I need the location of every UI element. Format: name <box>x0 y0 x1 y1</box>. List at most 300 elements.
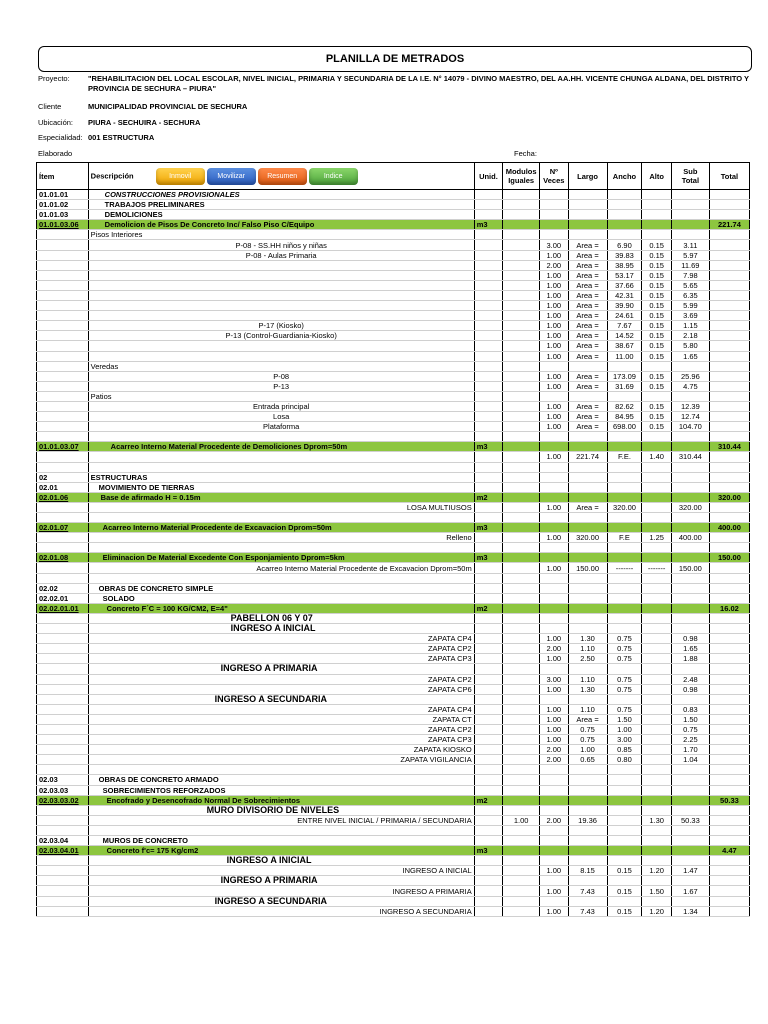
cell-alto <box>642 210 672 220</box>
cell-item <box>37 755 89 765</box>
cell-descripcion <box>88 290 474 300</box>
col-subtotal: Sub Total <box>671 163 709 190</box>
table-row <box>37 391 750 401</box>
cell-veces: 1.00 <box>540 886 568 896</box>
cell-item <box>37 654 89 664</box>
cell-modulos <box>503 321 540 331</box>
cell-item <box>37 704 89 714</box>
cell-veces: 1.00 <box>540 250 568 260</box>
cell-largo: Area = <box>568 401 607 411</box>
cell-alto <box>642 482 672 492</box>
cell-subtotal: 150.00 <box>671 563 709 573</box>
partida-row <box>37 553 750 563</box>
cell-total <box>709 694 749 704</box>
cell-modulos <box>503 735 540 745</box>
cell-veces: 3.00 <box>540 674 568 684</box>
cell-total <box>709 240 749 250</box>
cell-modulos <box>503 301 540 311</box>
cell-alto <box>642 573 672 583</box>
cell-ancho: 698.00 <box>607 422 642 432</box>
cell-item <box>37 886 89 896</box>
cell-unid <box>474 836 502 846</box>
table-row <box>37 886 750 896</box>
cell-descripcion: LOSA MULTIUSOS <box>88 502 474 512</box>
cell-subtotal <box>671 896 709 906</box>
table-row <box>37 260 750 270</box>
cell-item: 02 <box>37 472 89 482</box>
partida-row <box>37 795 750 805</box>
cell-subtotal: 12.74 <box>671 412 709 422</box>
cell-unid <box>474 502 502 512</box>
cell-largo: Area = <box>568 321 607 331</box>
cell-alto <box>642 785 672 795</box>
table-row <box>37 513 750 523</box>
cell-subtotal: 2.48 <box>671 674 709 684</box>
cell-unid <box>474 613 502 623</box>
cell-total <box>709 311 749 321</box>
table-row <box>37 401 750 411</box>
cell-subtotal: 2.25 <box>671 735 709 745</box>
cell-subtotal: 320.00 <box>671 502 709 512</box>
elaborado-label: Elaborado <box>38 149 73 158</box>
cell-unid <box>474 351 502 361</box>
cell-alto <box>642 523 672 533</box>
cell-total <box>709 644 749 654</box>
cell-unid: m3 <box>474 523 502 533</box>
cell-item <box>37 856 89 866</box>
cell-largo <box>568 190 607 200</box>
cell-subtotal: 1.04 <box>671 755 709 765</box>
proyecto-label: Proyecto: <box>38 74 70 83</box>
cell-subtotal: 1.70 <box>671 745 709 755</box>
cell-subtotal <box>671 210 709 220</box>
cell-modulos <box>503 724 540 734</box>
table-header <box>37 163 750 190</box>
cell-alto <box>642 714 672 724</box>
table-row <box>37 815 750 825</box>
cell-descripcion: ESTRUCTURAS <box>88 472 474 482</box>
cell-largo: Area = <box>568 301 607 311</box>
cell-descripcion: Veredas <box>88 361 474 371</box>
cell-subtotal <box>671 825 709 835</box>
cell-ancho <box>607 513 642 523</box>
cell-largo <box>568 785 607 795</box>
cell-descripcion <box>88 311 474 321</box>
cell-total <box>709 664 749 674</box>
cell-descripcion <box>88 341 474 351</box>
cell-item <box>37 866 89 876</box>
partida-row <box>37 220 750 230</box>
cell-alto <box>642 230 672 240</box>
cell-unid <box>474 775 502 785</box>
cell-largo: Area = <box>568 341 607 351</box>
cell-ancho: 38.95 <box>607 260 642 270</box>
cell-total <box>709 765 749 775</box>
cell-unid <box>474 533 502 543</box>
cell-total <box>709 745 749 755</box>
cell-total: 400.00 <box>709 523 749 533</box>
cell-modulos <box>503 210 540 220</box>
cell-subtotal: 0.75 <box>671 724 709 734</box>
cell-largo <box>568 664 607 674</box>
elaborado-row <box>38 149 138 159</box>
cell-alto <box>642 896 672 906</box>
cell-modulos <box>503 220 540 230</box>
cell-largo: 1.10 <box>568 674 607 684</box>
cell-alto <box>642 634 672 644</box>
cell-ancho: 173.09 <box>607 371 642 381</box>
cell-modulos <box>503 755 540 765</box>
cell-subtotal: 104.70 <box>671 422 709 432</box>
cell-item <box>37 745 89 755</box>
cell-modulos <box>503 190 540 200</box>
cell-veces: 1.00 <box>540 533 568 543</box>
cell-descripcion <box>88 513 474 523</box>
cell-item: 01.01.01 <box>37 190 89 200</box>
cell-descripcion: SOBRECIMIENTOS REFORZADOS <box>88 785 474 795</box>
cell-largo: Area = <box>568 381 607 391</box>
cell-alto: 0.15 <box>642 331 672 341</box>
table-row <box>37 533 750 543</box>
cell-alto: 0.15 <box>642 260 672 270</box>
cell-largo <box>568 472 607 482</box>
cell-total <box>709 341 749 351</box>
cell-unid <box>474 805 502 815</box>
cell-total <box>709 321 749 331</box>
cell-subtotal <box>671 805 709 815</box>
cell-subtotal <box>671 624 709 634</box>
cell-descripcion: DEMOLICIONES <box>88 210 474 220</box>
cell-veces <box>540 876 568 886</box>
cell-subtotal: 25.96 <box>671 371 709 381</box>
cell-unid <box>474 694 502 704</box>
cell-subtotal: 11.69 <box>671 260 709 270</box>
cell-veces: 1.00 <box>540 321 568 331</box>
cell-total <box>709 714 749 724</box>
cell-item: 02.02.01.01 <box>37 603 89 613</box>
table-row <box>37 371 750 381</box>
cell-largo: Area = <box>568 422 607 432</box>
cell-modulos <box>503 260 540 270</box>
cell-descripcion <box>88 543 474 553</box>
cell-subtotal: 5.80 <box>671 341 709 351</box>
cliente-value: MUNICIPALIDAD PROVINCIAL DE SECHURA <box>88 102 248 111</box>
cell-item: 02.03 <box>37 775 89 785</box>
cell-descripcion: INGRESO A INICIAL <box>88 856 474 866</box>
cell-largo <box>568 694 607 704</box>
cell-descripcion: INGRESO A SECUNDARIA <box>88 906 474 916</box>
cell-descripcion: Acarreo Interno Material Procedente de Excavacion Dprom=50m <box>88 523 474 533</box>
cell-ancho <box>607 190 642 200</box>
cell-subtotal <box>671 543 709 553</box>
cell-ancho: 0.75 <box>607 644 642 654</box>
cell-total <box>709 825 749 835</box>
cell-modulos <box>503 825 540 835</box>
cell-veces <box>540 856 568 866</box>
col-item: Ítem <box>37 163 89 190</box>
cell-modulos <box>503 795 540 805</box>
cell-subtotal <box>671 442 709 452</box>
cell-largo: Area = <box>568 240 607 250</box>
cell-alto <box>642 603 672 613</box>
cell-unid <box>474 654 502 664</box>
cell-alto <box>642 745 672 755</box>
cell-alto: 0.15 <box>642 412 672 422</box>
cell-total <box>709 815 749 825</box>
cell-veces: 1.00 <box>540 311 568 321</box>
table-row <box>37 321 750 331</box>
cell-item <box>37 805 89 815</box>
cell-descripcion: P-17 (Kiosko) <box>88 321 474 331</box>
cell-subtotal: 1.88 <box>671 654 709 664</box>
cell-subtotal: 1.34 <box>671 906 709 916</box>
cell-alto <box>642 624 672 634</box>
cell-unid <box>474 270 502 280</box>
cell-largo <box>568 896 607 906</box>
cell-modulos <box>503 523 540 533</box>
partida-row <box>37 846 750 856</box>
cell-total <box>709 563 749 573</box>
table-row <box>37 250 750 260</box>
cell-veces: 1.00 <box>540 351 568 361</box>
cell-veces: 1.00 <box>540 735 568 745</box>
cell-total <box>709 472 749 482</box>
cell-unid <box>474 906 502 916</box>
cell-subtotal <box>671 513 709 523</box>
cell-ancho <box>607 896 642 906</box>
cell-veces: 1.00 <box>540 270 568 280</box>
cell-item <box>37 311 89 321</box>
cell-unid <box>474 280 502 290</box>
cell-modulos <box>503 502 540 512</box>
cell-item <box>37 361 89 371</box>
cell-modulos <box>503 331 540 341</box>
table-row <box>37 785 750 795</box>
table-row <box>37 200 750 210</box>
col-ancho: Ancho <box>607 163 642 190</box>
cell-subtotal <box>671 876 709 886</box>
cell-subtotal: 5.99 <box>671 301 709 311</box>
cell-unid <box>474 513 502 523</box>
table-row <box>37 624 750 634</box>
table-row <box>37 714 750 724</box>
cell-subtotal: 3.11 <box>671 240 709 250</box>
table-row <box>37 836 750 846</box>
cell-descripcion: Base de afirmado H = 0.15m <box>88 492 474 502</box>
cell-descripcion <box>88 432 474 442</box>
cell-descripcion: MOVIMIENTO DE TIERRAS <box>88 482 474 492</box>
cell-total <box>709 543 749 553</box>
cell-veces: 1.00 <box>540 371 568 381</box>
cell-descripcion: INGRESO A PRIMARIA <box>88 664 474 674</box>
cell-ancho <box>607 472 642 482</box>
cell-alto: 0.15 <box>642 290 672 300</box>
cell-descripcion: INGRESO A INICIAL <box>88 866 474 876</box>
cell-modulos <box>503 613 540 623</box>
cell-largo <box>568 856 607 866</box>
cell-modulos <box>503 866 540 876</box>
cell-descripcion: INGRESO A PRIMARIA <box>88 886 474 896</box>
cell-largo: Area = <box>568 290 607 300</box>
cell-largo: Area = <box>568 331 607 341</box>
cell-veces: 1.00 <box>540 280 568 290</box>
cell-subtotal <box>671 765 709 775</box>
cell-alto <box>642 755 672 765</box>
cell-ancho <box>607 825 642 835</box>
cell-unid <box>474 230 502 240</box>
cell-item <box>37 321 89 331</box>
cell-unid <box>474 785 502 795</box>
cell-item <box>37 513 89 523</box>
table-row <box>37 210 750 220</box>
cell-modulos <box>503 280 540 290</box>
cell-largo: Area = <box>568 351 607 361</box>
cell-veces <box>540 523 568 533</box>
cell-alto <box>642 391 672 401</box>
table-row <box>37 825 750 835</box>
cell-subtotal: 5.65 <box>671 280 709 290</box>
cell-ancho: 39.90 <box>607 301 642 311</box>
cell-alto: ------- <box>642 563 672 573</box>
cell-modulos <box>503 230 540 240</box>
cell-veces: 1.00 <box>540 422 568 432</box>
cell-alto <box>642 472 672 482</box>
table-row <box>37 724 750 734</box>
cell-subtotal <box>671 785 709 795</box>
cell-item: 02.03.03 <box>37 785 89 795</box>
cell-subtotal <box>671 836 709 846</box>
cell-item: 01.01.02 <box>37 200 89 210</box>
cell-ancho <box>607 543 642 553</box>
cell-modulos <box>503 714 540 724</box>
cell-subtotal <box>671 613 709 623</box>
cell-unid <box>474 200 502 210</box>
cell-alto <box>642 200 672 210</box>
table-row <box>37 331 750 341</box>
cell-item <box>37 280 89 290</box>
cell-total <box>709 412 749 422</box>
col-modulos: Modulos Iguales <box>503 163 540 190</box>
table-row <box>37 906 750 916</box>
cell-modulos <box>503 846 540 856</box>
cell-modulos <box>503 533 540 543</box>
cell-total <box>709 502 749 512</box>
table-row <box>37 351 750 361</box>
cell-unid: m3 <box>474 442 502 452</box>
cell-ancho: 84.95 <box>607 412 642 422</box>
cell-veces <box>540 583 568 593</box>
cell-subtotal: 0.83 <box>671 704 709 714</box>
cell-modulos <box>503 603 540 613</box>
cell-alto <box>642 190 672 200</box>
cell-modulos <box>503 492 540 502</box>
cell-ancho <box>607 836 642 846</box>
cell-ancho <box>607 492 642 502</box>
cell-item <box>37 502 89 512</box>
cell-item <box>37 684 89 694</box>
cell-veces: 1.00 <box>540 704 568 714</box>
cell-ancho <box>607 694 642 704</box>
cell-veces <box>540 432 568 442</box>
cell-unid <box>474 260 502 270</box>
cell-ancho: 0.75 <box>607 674 642 684</box>
nav-button-movilizar[interactable]: Movilizar <box>207 168 256 185</box>
nav-button-indice[interactable]: Indice <box>309 168 358 185</box>
table-row <box>37 634 750 644</box>
cell-modulos <box>503 634 540 644</box>
cell-veces: 1.00 <box>540 331 568 341</box>
cell-largo <box>568 543 607 553</box>
cell-modulos <box>503 553 540 563</box>
nav-button-inmovil[interactable]: Inmovil <box>156 168 205 185</box>
cell-alto <box>642 856 672 866</box>
cell-veces: 1.00 <box>540 724 568 734</box>
cell-veces <box>540 190 568 200</box>
cell-item <box>37 250 89 260</box>
cell-descripcion <box>88 351 474 361</box>
cell-subtotal <box>671 462 709 472</box>
cell-subtotal: 1.47 <box>671 866 709 876</box>
cell-modulos <box>503 422 540 432</box>
cell-ancho <box>607 573 642 583</box>
table-row <box>37 856 750 866</box>
cell-subtotal <box>671 856 709 866</box>
cell-descripcion <box>88 452 474 462</box>
cell-total <box>709 513 749 523</box>
table-row <box>37 654 750 664</box>
cell-veces <box>540 553 568 563</box>
cell-unid <box>474 866 502 876</box>
cell-total <box>709 351 749 361</box>
cell-alto <box>642 664 672 674</box>
cell-subtotal: 310.44 <box>671 452 709 462</box>
table-row <box>37 664 750 674</box>
cell-veces <box>540 765 568 775</box>
cell-modulos <box>503 694 540 704</box>
cell-ancho: 3.00 <box>607 735 642 745</box>
cell-item <box>37 563 89 573</box>
nav-button-resumen[interactable]: Resumen <box>258 168 307 185</box>
cliente-label: Cliente <box>38 102 62 111</box>
cell-largo <box>568 361 607 371</box>
ubicacion-label: Ubicación: <box>38 118 74 127</box>
cell-item <box>37 543 89 553</box>
cell-unid <box>474 735 502 745</box>
cell-subtotal <box>671 603 709 613</box>
cell-modulos <box>503 775 540 785</box>
cell-alto <box>642 654 672 664</box>
cell-unid <box>474 543 502 553</box>
cell-item <box>37 724 89 734</box>
cell-subtotal: 3.69 <box>671 311 709 321</box>
cell-veces: 1.00 <box>540 290 568 300</box>
cell-descripcion <box>88 825 474 835</box>
cell-largo <box>568 603 607 613</box>
cell-subtotal: 1.65 <box>671 351 709 361</box>
cell-subtotal <box>671 664 709 674</box>
cell-veces <box>540 775 568 785</box>
cell-unid <box>474 301 502 311</box>
cell-total <box>709 270 749 280</box>
cell-ancho <box>607 846 642 856</box>
cell-unid: m3 <box>474 220 502 230</box>
proyecto-value: "REHABILITACION DEL LOCAL ESCOLAR, NIVEL INICIAL, PRIMARIA Y SECUNDARIA DE LA I.E. N° 14079 - DIVINO MAESTRO, DEL AA.HH. VICENTE CHUNGA ALDANA, DEL DISTRITO Y PROVINCIA DE SECHURA – PIURA" <box>88 74 749 93</box>
cell-item: 02.03.04.01 <box>37 846 89 856</box>
cell-ancho <box>607 220 642 230</box>
cell-largo: 2.50 <box>568 654 607 664</box>
cell-largo: 1.10 <box>568 644 607 654</box>
table-row <box>37 745 750 755</box>
